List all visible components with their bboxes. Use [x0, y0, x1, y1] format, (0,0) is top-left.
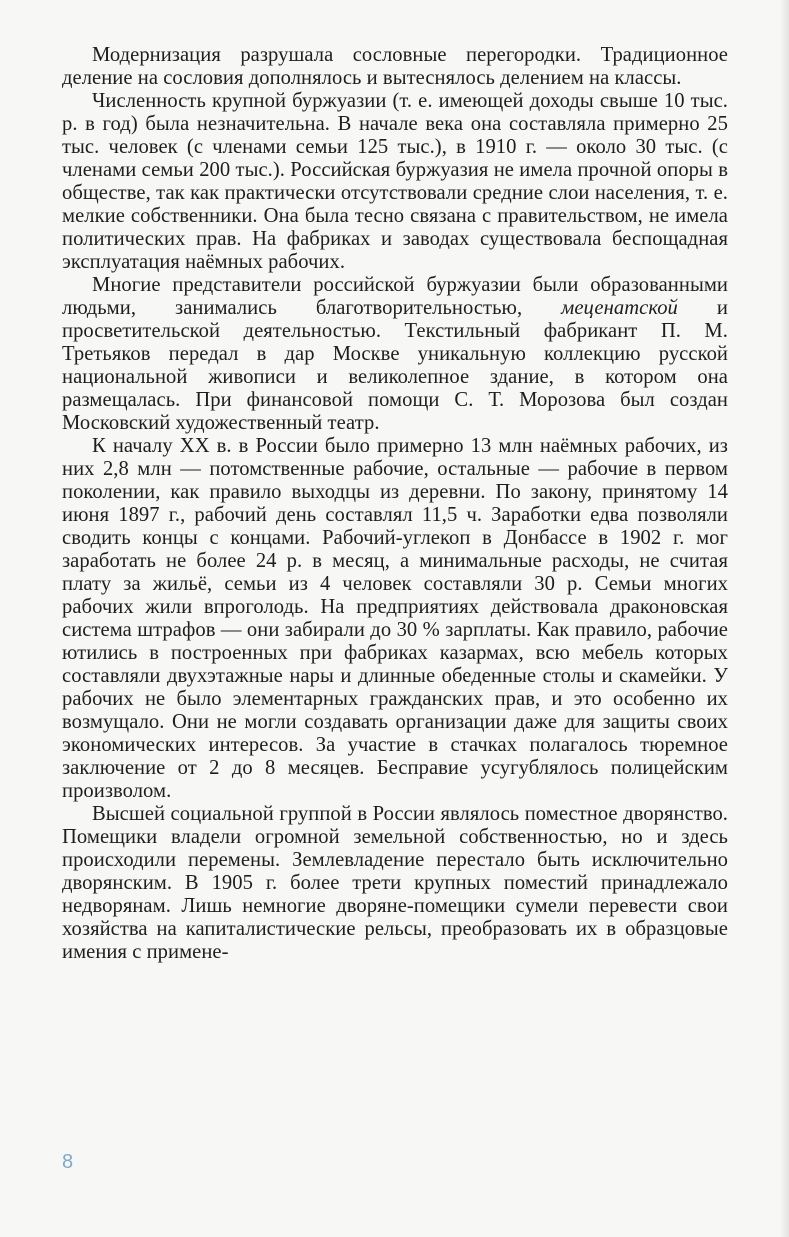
paragraph-patronage-start: Многие представители российской буржуазии были образованными людьми, занимались благотворительностью, — [62, 274, 728, 319]
paragraph-bourgeoisie-size: Численность крупной буржуазии (т. е. имеющей доходы свыше 10 тыс. р. в год) была незначительна. В начале века она составляла примерно 25 тыс. человек (с членами семьи 125 тыс.), в 1910 г. — около 30 тыс. (с членами семьи 200 тыс.). Российская буржуазия не имела прочной опоры в обществе, так как практически отсутствовали средние слои населения, т. е. мелкие собственники. Она была тесно связана с правительством, не имела политических прав. На фабриках и заводах существовала беспощадная эксплуатация наёмных рабочих. — [62, 90, 728, 273]
page-number: 8 — [62, 1151, 74, 1173]
paragraph-patronage — [62, 274, 728, 435]
paragraph-workers: К началу XX в. в России было примерно 13 млн наёмных рабочих, из них 2,8 млн — потомственные рабочие, остальные — рабочие в первом поколении, как правило выходцы из деревни. По закону, принятому 14 июня 1897 г., рабочий день составлял 11,5 ч. Заработки едва позволяли сводить концы с концами. Рабочий-углекоп в Донбассе в 1902 г. мог заработать не более 24 р. в месяц, а минимальные расходы, не считая плату за жильё, семьи из 4 человек составляли 30 р. Семьи многих рабочих жили впроголодь. На предприятиях действовала драконовская система штрафов — они забирали до 30 % зарплаты. Как правило, рабочие ютились в построенных при фабриках казармах, всю мебель которых составляли двухэтажные нары и длинные обеденные столы и скамейки. У рабочих не было элементарных гражданских прав, и это особенно их возмущало. Они не могли создавать организации даже для защиты своих экономических интересов. За участие в стачках полагалось тюремное заключение от 2 до 8 месяцев. Бесправие усугублялось полицейским произволом. — [62, 435, 728, 802]
paragraph-modernization: Модернизация разрушала сословные перегородки. Традиционное деление на сословия дополнялось и вытеснялось делением на классы. — [62, 44, 728, 89]
paragraph-nobility: Высшей социальной группой в России являлось поместное дворянство. Помещики владели огромной земельной собственностью, но и здесь происходили перемены. Землевладение перестало быть исключительно дворянским. В 1905 г. более трети крупных поместий принадлежало недворянам. Лишь немногие дворяне-помещики сумели перевести свои хозяйства на капиталистические рельсы, преобразовать их в образцовые имения с примене- — [62, 803, 728, 963]
italic-term-patronage: меценатской — [561, 297, 678, 319]
paragraph-patronage-end: и просветительской деятельностью. Текстильный фабрикант П. М. Третьяков передал в дар Москве уникальную коллекцию русской национальной живописи и великолепное здание, в котором она размещалась. При финансовой помощи С. Т. Морозова был создан Московский художественный театр. — [62, 297, 728, 434]
page-edge — [780, 0, 789, 1237]
body-text — [62, 44, 728, 964]
